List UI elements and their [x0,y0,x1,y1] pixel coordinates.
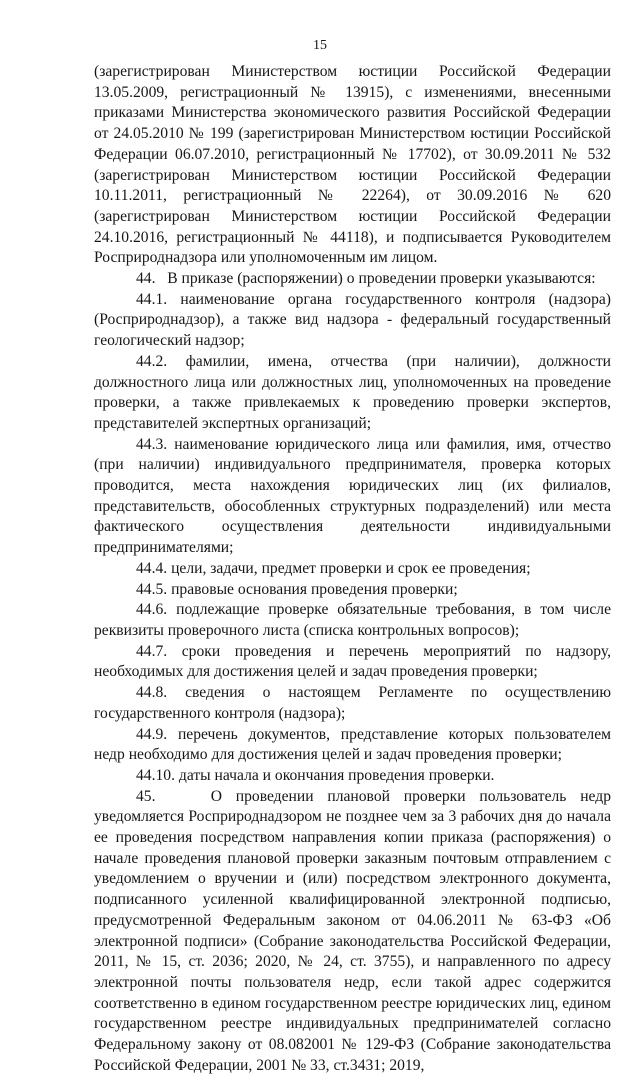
paragraph-44-2: 44.2. фамилии, имена, отчества (при наличии), должности должностного лица или должностных лиц, уполномоченных на проведение проверки, а также привлекаемых к проведению проверки экспертов, представителей экспертных организаций; [94,352,611,432]
paragraph-44-6: 44.6. подлежащие проверке обязательные требования, в том числе реквизиты проверочного листа (списка контрольных вопросов); [94,601,611,639]
page-number: 15 [313,38,327,53]
paragraph-44-10: 44.10. даты начала и окончания проведения проверки. [136,766,495,784]
paragraph-45: 45. О проведении плановой проверки пользователь недр уведомляется Росприроднадзором не позднее чем за 3 рабочих дня до начала ее проведения посредством направления копии приказа (распоряжения) о начале проведения плановой проверки заказным почтовым отправлением с уведомлением о вручении и (или) посредством электронного документа, подписанного усиленной квалифицированной электронной подписью, предусмотренной Федеральным законом от 04.06.2011 № 63-ФЗ «Об электронной подписи» (Собрание законодательства Российской Федерации, 2011, № 15, ст. 2036; 2020, № 24, ст. 3755), и направленного по адресу электронной почты пользователя недр, если такой адрес содержится соответственно в едином государственном реестре юридических лиц, едином государственном реестре индивидуальных предпринимателей согласно Федеральному закону от 08.082001 № 129-ФЗ (Собрание законодательства Российской Федерации, 2001 № 33, ст.3431; 2019, [94,787,611,1074]
paragraph-44-1: 44.1. наименование органа государственного контроля (надзора) (Росприроднадзор), а также вид надзора - федеральный государственный геологический надзор; [94,290,611,350]
paragraph-44-7: 44.7. сроки проведения и перечень мероприятий по надзору, необходимых для достижения целей и задач проведения проверки; [94,642,611,681]
paragraph-44-4: 44.4. цели, задачи, предмет проверки и срок ее проведения; [136,559,531,577]
paragraph-44-3: 44.3. наименование юридического лица или фамилия, имя, отчество (при наличии) индивидуального предпринимателя, проверка которых проводится, места нахождения юридических лиц (их филиалов, представительств, обособленных структурных подразделений) или места фактического осуществления деятельности индивидуальными предпринимателями; [94,435,611,557]
document-body [94,62,611,1076]
paragraph-44-9: 44.9. перечень документов, представление которых пользователем недр необходимо для достижения целей и задач проведения проверки; [94,725,611,764]
paragraph-44-8: 44.8. сведения о настоящем Регламенте по осуществлению государственного контроля (надзора); [94,684,611,722]
paragraph-continuation: (зарегистрирован Министерством юстиции Российской Федерации 13.05.2009, регистрационный № 13915), с изменениями, внесенными приказами Министерства экономического развития Российской Федерации от 24.05.2010 № 199 (зарегистрирован Министерством юстиции Российской Федерации 06.07.2010, регистрационный № 17702), от 30.09.2011 № 532 (зарегистрирован Министерством юстиции Российской Федерации 10.11.2011, регистрационный № 22264), от 30.09.2016 № 620 (зарегистрирован Министерством юстиции Российской Федерации 24.10.2016, регистрационный № 44118), и подписывается Руководителем Росприроднадзора или уполномоченным им лицом. [94,63,611,267]
paragraph-44: 44. В приказе (распоряжении) о проведении проверки указываются: [136,270,596,288]
paragraph-44-5: 44.5. правовые основания проведения проверки; [136,580,458,598]
